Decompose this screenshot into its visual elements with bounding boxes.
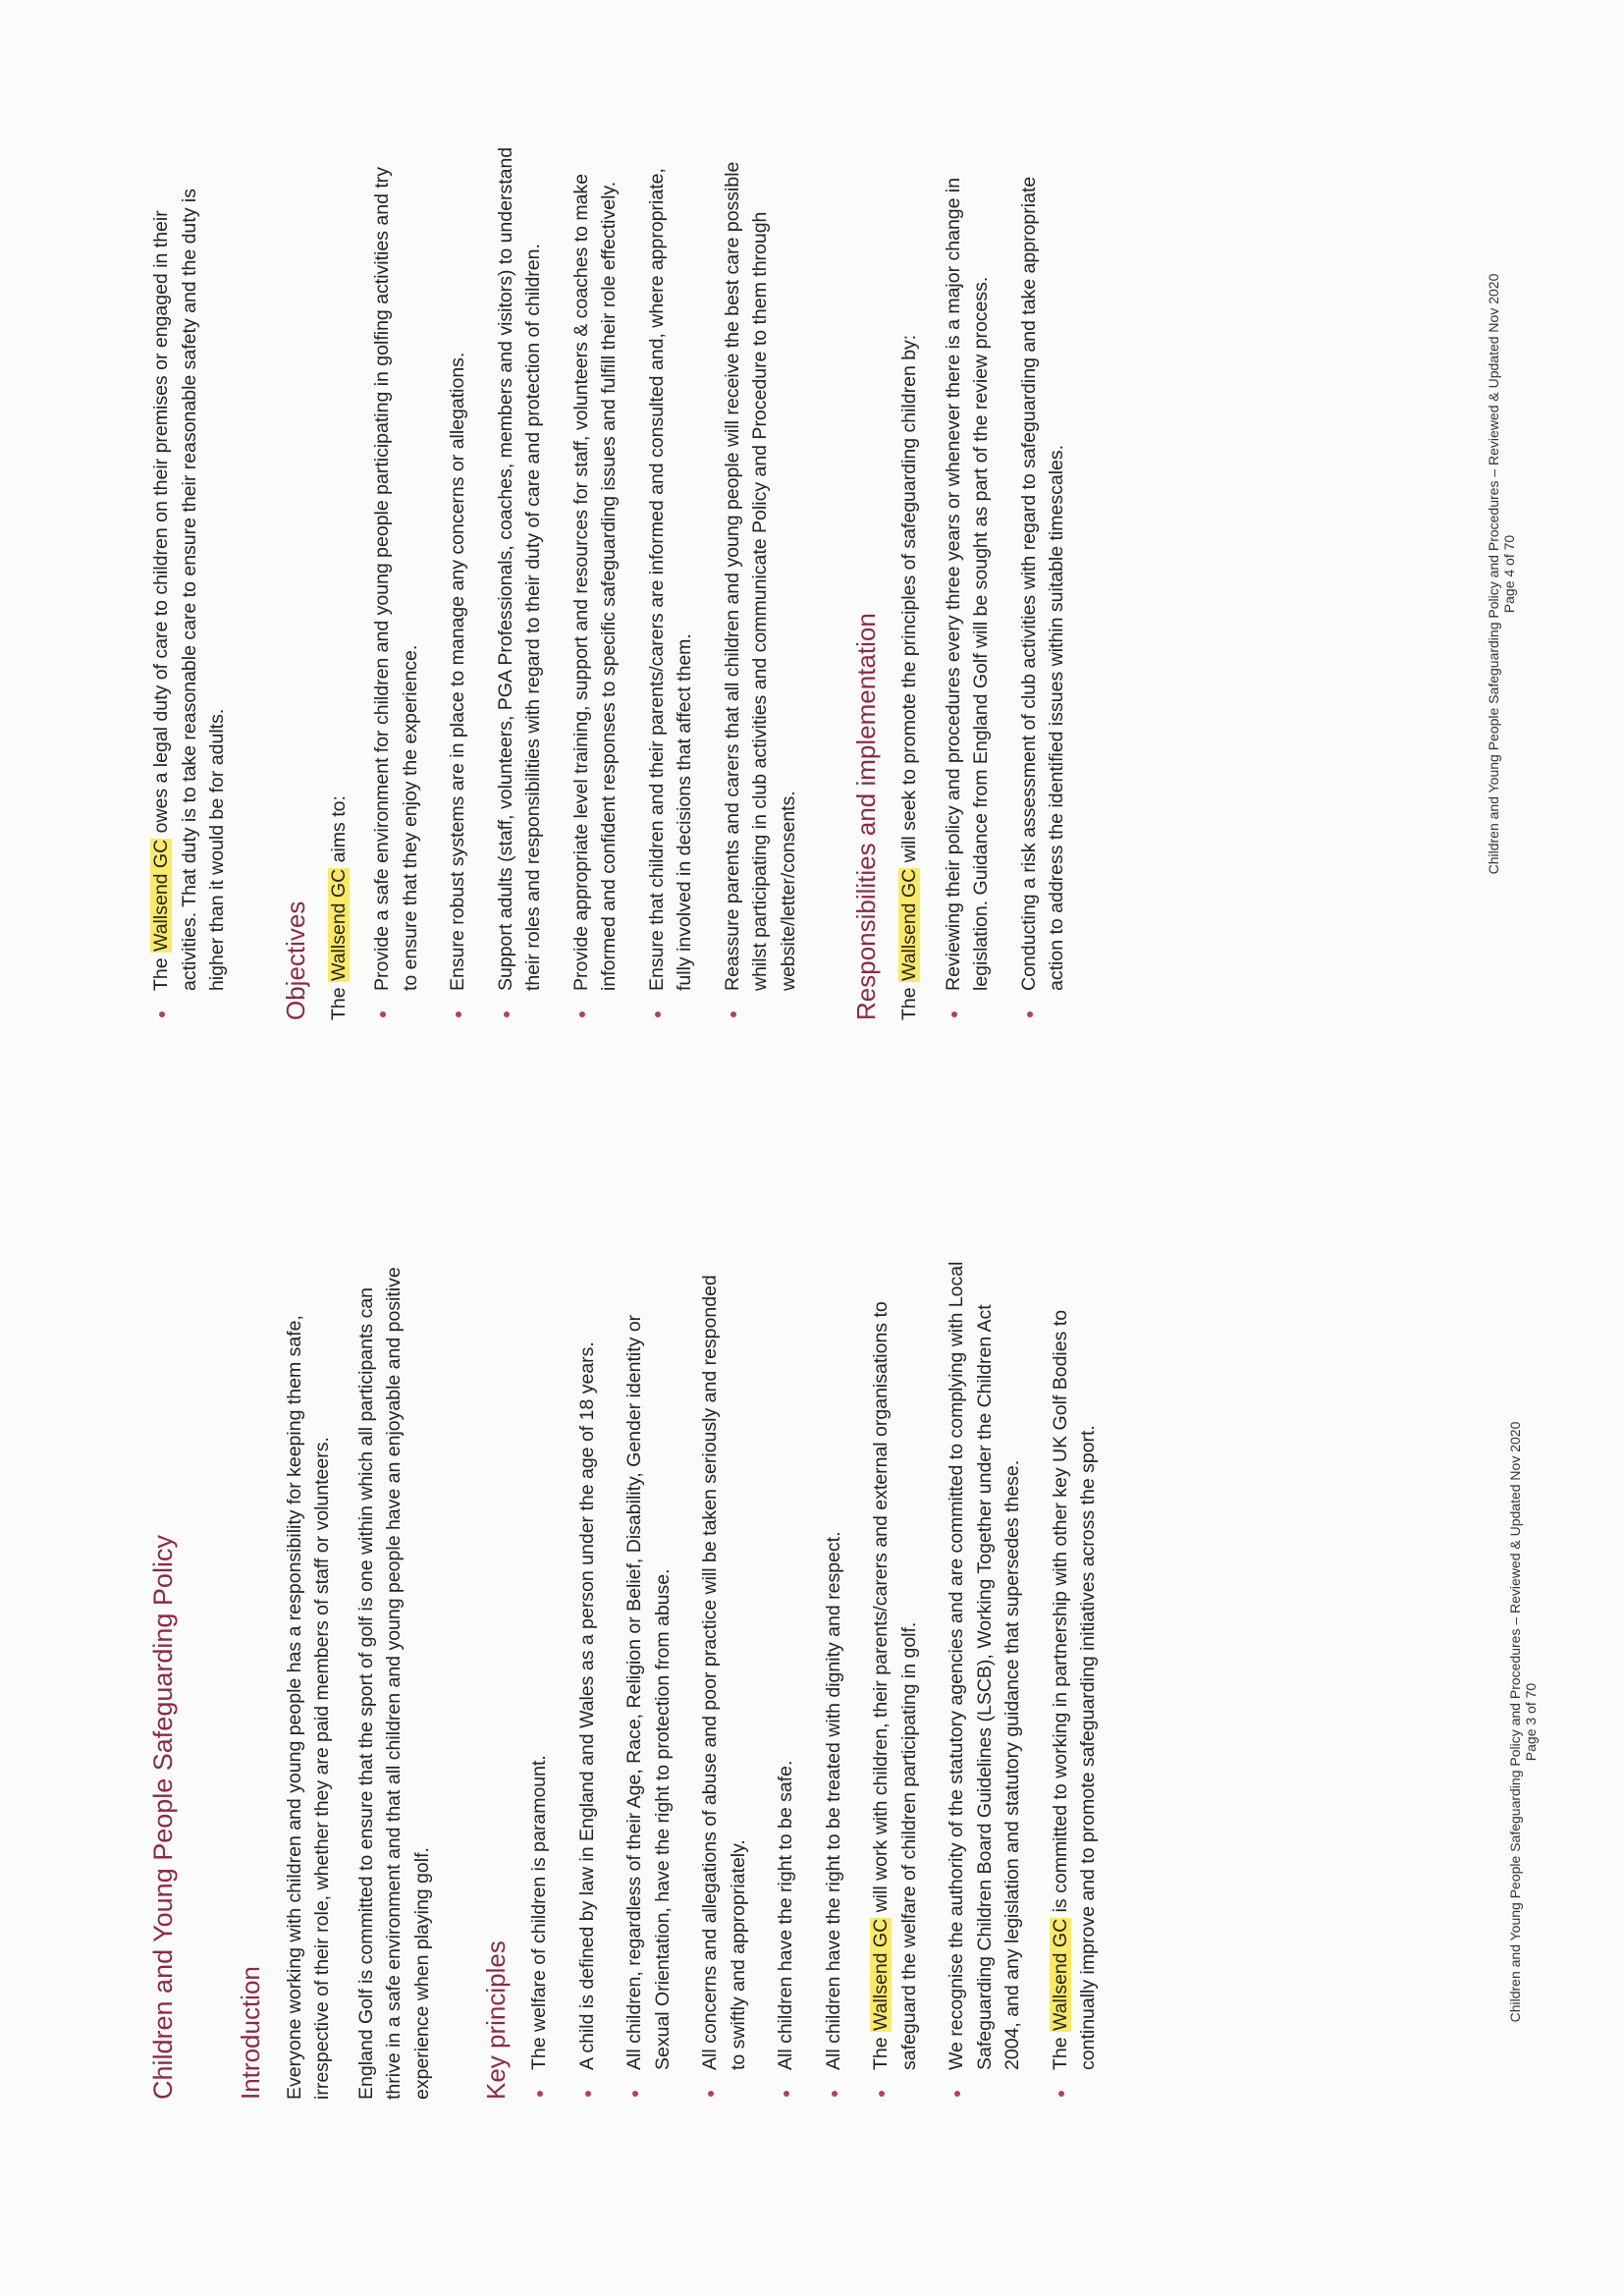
list-item-text: All concerns and allegations of abuse and poor practice will be taken seriously and responded to swiftly and appropriately.: [699, 1275, 749, 2070]
list-item: [820, 1255, 848, 2100]
list-item: [772, 1255, 800, 2100]
list-item: [867, 1255, 923, 2100]
objectives-list: [368, 146, 802, 1020]
bullet-icon: [579, 1011, 585, 1017]
bullet-icon: [159, 1011, 165, 1017]
list-item-text: is committed to working in partnership with other key UK Golf Bodies to continually improve and to promote safeguarding initiatives across the sport.: [1049, 1309, 1100, 2070]
list-item-text: Provide appropriate level training, support and resources for staff, volunteers & coaches to make informed and confident responses to specific safeguarding issues and fulfill their role effectively.: [569, 173, 621, 991]
list-item: [643, 146, 699, 1020]
lead-prefix: The: [898, 981, 921, 1020]
bullet-icon: [951, 1011, 957, 1017]
list-item-text: Ensure robust systems are in place to manage any concerns or allegations.: [447, 352, 469, 991]
club-name-highlight: Wallsend GC: [327, 868, 350, 981]
list-item: [147, 146, 232, 1020]
bullet-icon: [504, 1011, 510, 1017]
introduction-paragraph-1: Everyone working with children and young people has a responsibility for keeping them safe, irrespective of their role, whether they are paid members of staff or volunteers.: [283, 1315, 334, 2100]
list-item-text: Reassure parents and carers that all children and young people will receive the best care possible whilst participating in club activities and communicate Policy and Procedure to them through website/letter/consents.: [721, 161, 799, 991]
page-3-footer: [1507, 1148, 1539, 2296]
list-item: [444, 146, 472, 1020]
list-item-text: All children, regardless of their Age, Race, Religion or Belief, Disability, Gender identity or Sexual Orientation, have the right to protection from abuse.: [623, 1314, 674, 2070]
bullet-icon: [655, 1011, 661, 1017]
list-item-text: Reviewing their policy and procedures every three years or whenever there is a major change in legislation. Guidance from England Golf will be sought as part of the review process.: [942, 177, 993, 991]
list-item-text: Conducting a risk assessment of club activities with regard to safeguarding and take appropriate action to address the identified issues within suitable timescales.: [1017, 176, 1068, 991]
list-item-text: owes a legal duty of care to children on their premises or engaged in their activities. That duty is to take reasonable care to ensure their reasonable safety and the duty is higher than it would be for adults.: [150, 189, 228, 991]
list-item-prefix: The: [1049, 2031, 1071, 2070]
bullet-icon: [708, 2091, 714, 2097]
key-principles-list: [525, 1255, 1103, 2100]
list-item-prefix: The: [870, 2031, 893, 2070]
duty-of-care-list: [147, 146, 232, 1020]
introduction-heading: Introduction: [236, 1966, 266, 2100]
bullet-icon: [537, 2091, 543, 2097]
list-item: [1015, 146, 1071, 1020]
bullet-icon: [731, 1011, 736, 1017]
club-name-highlight: Wallsend GC: [870, 1918, 893, 2031]
bullet-icon: [585, 2091, 591, 2097]
list-item: [621, 1255, 677, 2100]
footer-page-number: Page 4 of 70: [1501, 534, 1517, 614]
list-item-text: The welfare of children is paramount.: [528, 1755, 551, 2070]
bullet-icon: [380, 1011, 386, 1017]
bullet-icon: [784, 2091, 789, 2097]
list-item: [696, 1255, 752, 2100]
list-item: [568, 146, 623, 1020]
bullet-icon: [954, 2091, 960, 2097]
list-item: [525, 1255, 554, 2100]
list-item: [492, 146, 548, 1020]
list-item: [719, 146, 803, 1020]
footer-title: Children and Young People Safeguarding Policy and Procedures – Reviewed & Updated Nov 2020: [1486, 273, 1501, 875]
list-item: [940, 146, 996, 1020]
bullet-icon: [1027, 1011, 1033, 1017]
page-4-footer: [1486, 0, 1517, 1148]
page-3-content: [147, 1255, 1122, 2100]
document-title: Children and Young People Safeguarding Policy: [148, 1535, 178, 2100]
bullet-icon: [1058, 2091, 1064, 2097]
objectives-lead: [325, 146, 353, 1020]
bullet-icon: [632, 2091, 638, 2097]
page-3: [0, 1148, 1624, 2296]
club-name-highlight: Wallsend GC: [1049, 1918, 1071, 2031]
club-name-highlight: Wallsend GC: [150, 839, 172, 952]
bullet-icon: [456, 1011, 461, 1017]
lead-text: will seek to promote the principles of safeguarding children by:: [898, 334, 921, 868]
list-item-text: Provide a safe environment for children and young people participating in golfing activities and try to ensure that they enjoy the experience.: [371, 167, 421, 991]
key-principles-heading: Key principles: [481, 1941, 512, 2100]
club-name-highlight: Wallsend GC: [898, 868, 921, 981]
introduction-paragraph-2: England Golf is committed to ensure that the sport of golf is one within which all participants can thrive in a safe environment and that all children and young people have an enjoyable and positive experience when playing golf.: [354, 1267, 433, 2100]
list-item-text: will work with children, their parents/carers and external organisations to safeguard the welfare of children participating in golf.: [870, 1301, 920, 2070]
list-item: [573, 1255, 602, 2100]
objectives-heading: Objectives: [280, 901, 310, 1020]
responsibilities-list: [940, 146, 1071, 1020]
list-item-text: Support adults (staff, volunteers, PGA Professionals, coaches, members and visitors) to understand their roles and responsibilities with regard to their duty of care and protection of children.: [494, 146, 545, 991]
responsibilities-heading: Responsibilities and implementation: [851, 613, 882, 1020]
page-4-content: [147, 146, 1091, 1020]
list-item: [368, 146, 424, 1020]
list-item-text: All children have the right to be safe.: [775, 1760, 797, 2070]
list-item: [943, 1255, 1027, 2100]
lead-text: aims to:: [327, 795, 350, 868]
list-item-text: All children have the right to be treated with dignity and respect.: [822, 1531, 844, 2070]
footer-page-number: Page 3 of 70: [1523, 1682, 1539, 1762]
list-item-text: We recognise the authority of the statutory agencies and are committed to complying with Local Safeguarding Children Board Guidelines (LSCB), Working Together under the Children Act 2004, and any legislation and statutory guidance that supersedes these.: [946, 1261, 1024, 2070]
bullet-icon: [879, 2091, 885, 2097]
list-item: [1047, 1255, 1103, 2100]
list-item-prefix: The: [150, 952, 172, 991]
list-item-text: A child is defined by law in England and Wales as a person under the age of 18 years.: [575, 1341, 598, 2070]
bullet-icon: [832, 2091, 838, 2097]
footer-title: Children and Young People Safeguarding Policy and Procedures – Reviewed & Updated Nov 2020: [1507, 1421, 1523, 2023]
responsibilities-lead: [895, 146, 924, 1020]
list-item-text: Ensure that children and their parents/carers are informed and consulted and, where appropriate, fully involved in decisions that affect them.: [645, 168, 696, 991]
lead-prefix: The: [327, 981, 350, 1020]
